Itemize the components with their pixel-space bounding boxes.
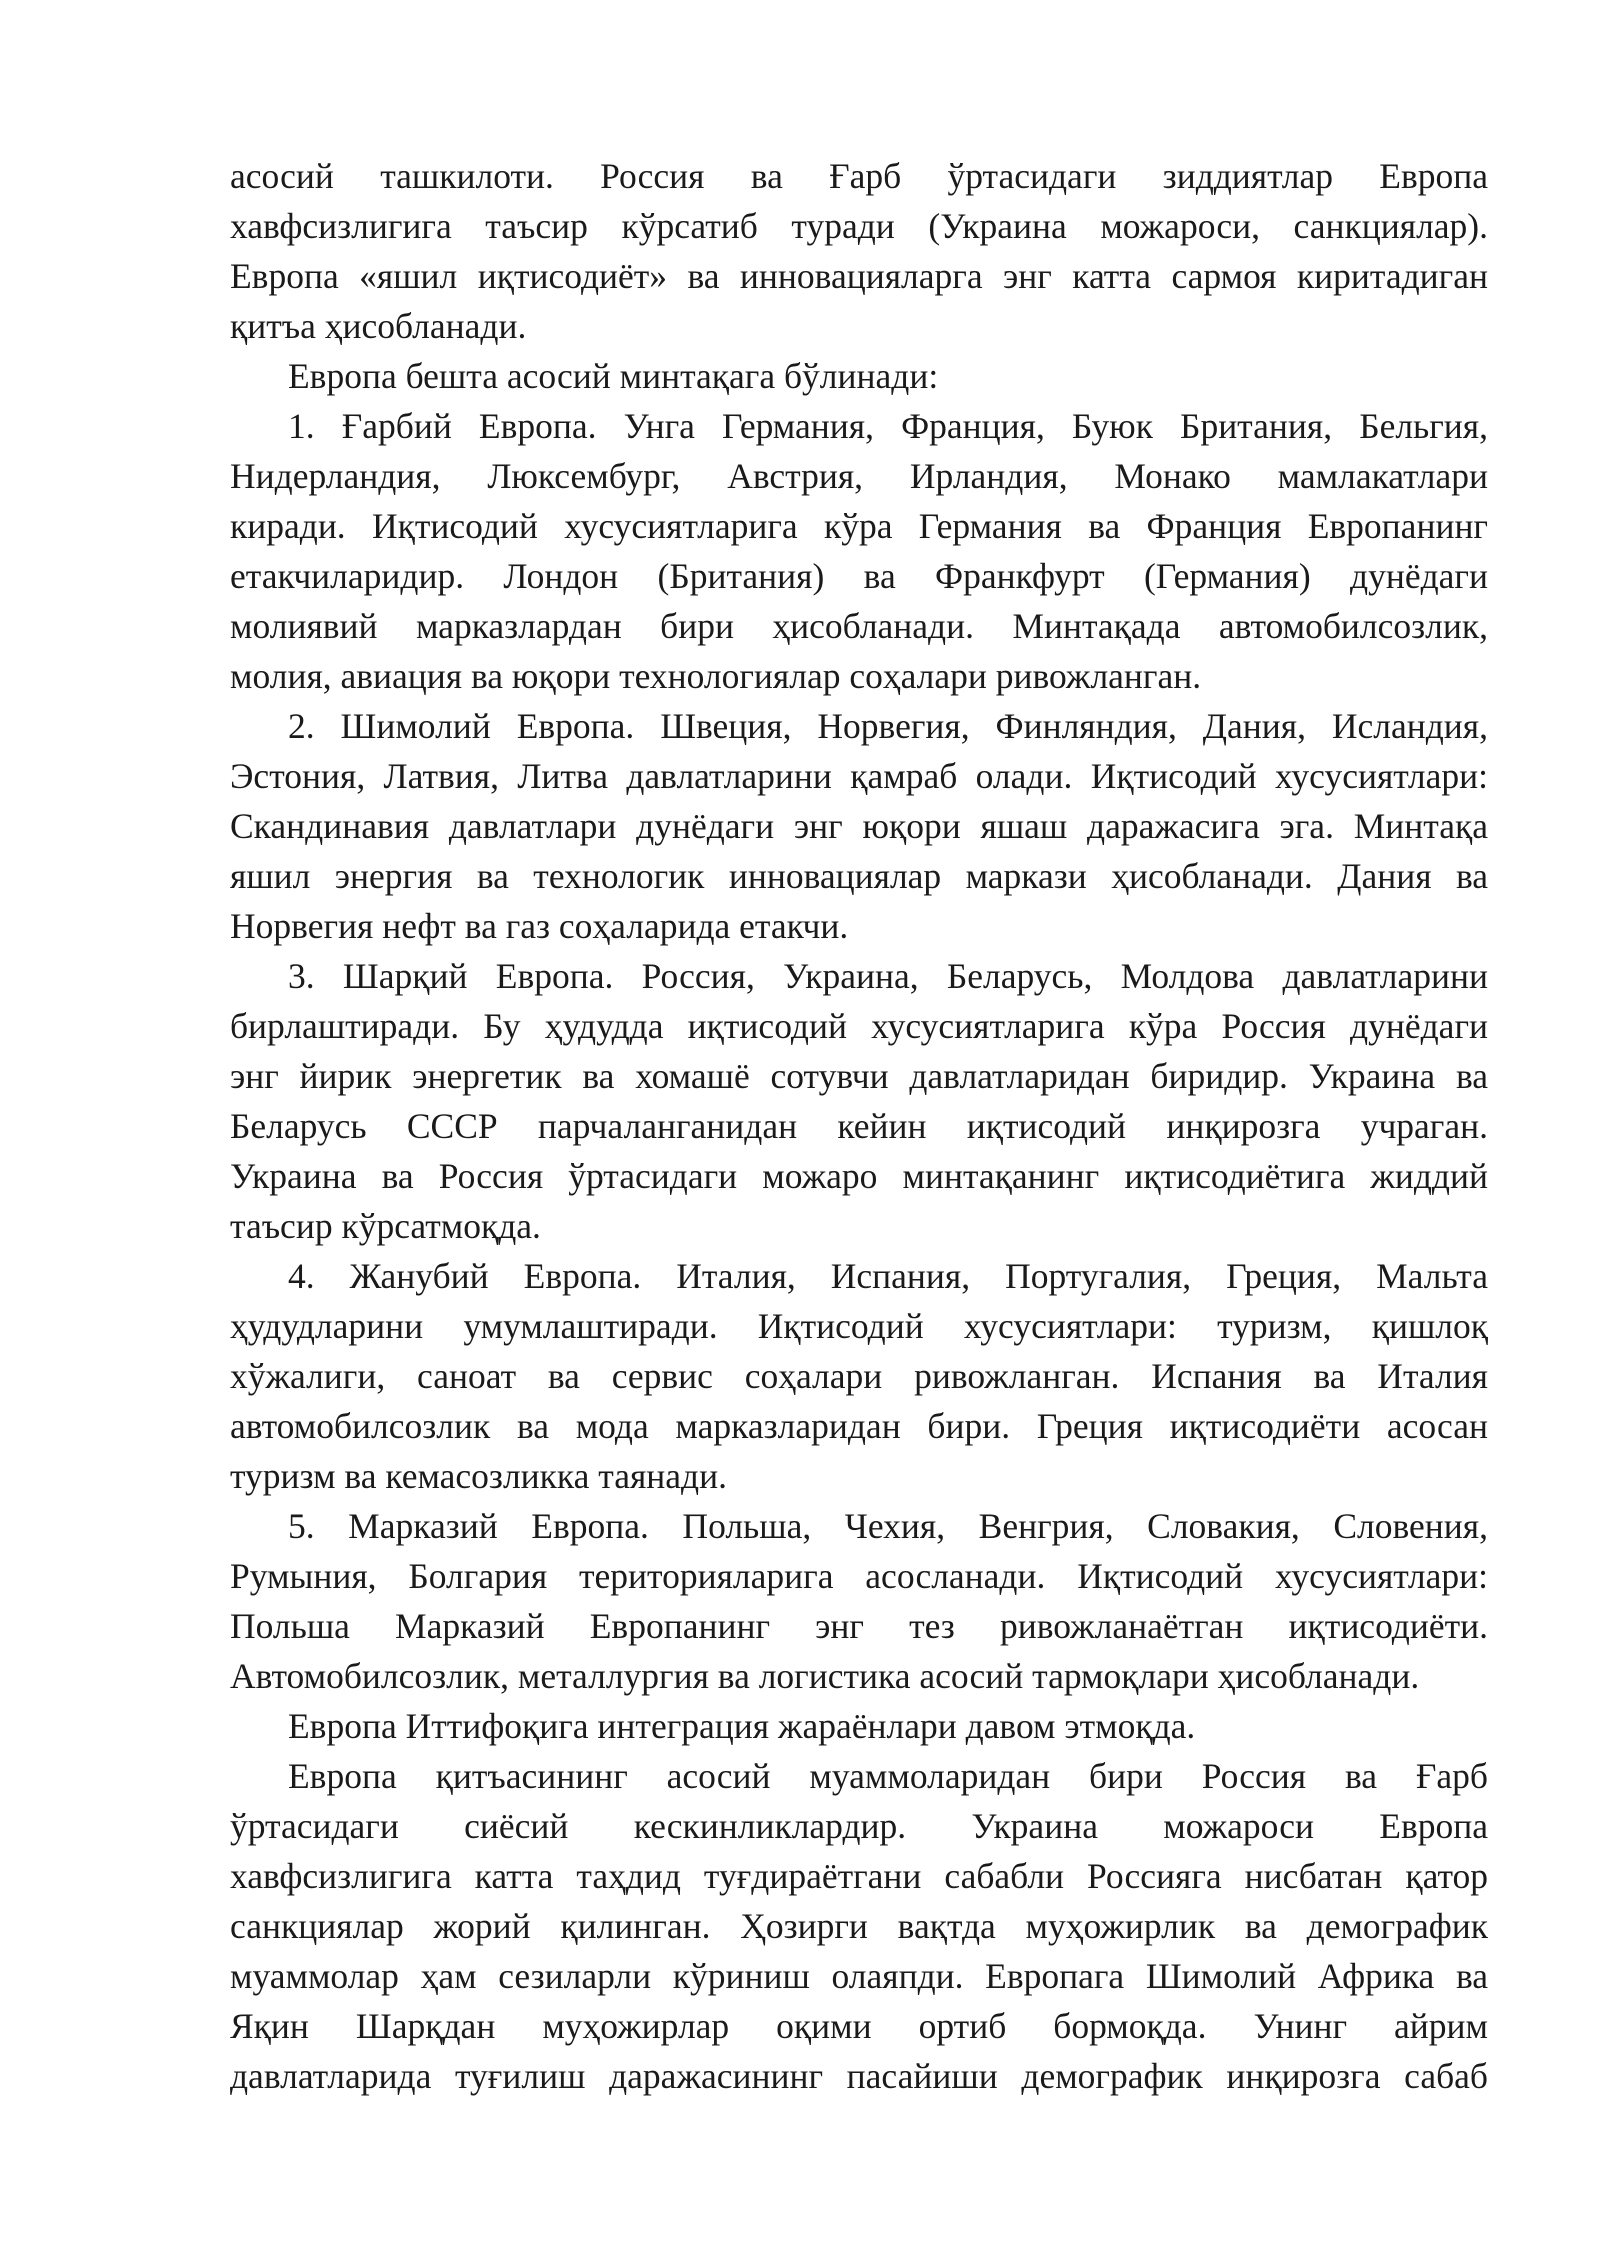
text-line: бирлаштиради. Бу ҳудудда иқтисодий хусусиятларига кўра Россия дунёдаги: [230, 1006, 1488, 1046]
text-line: Скандинавия давлатлари дунёдаги энг юқори яшаш даражасига эга. Минтақа: [230, 806, 1488, 846]
text-line: Норвегия нефт ва газ соҳаларида етакчи.: [230, 906, 849, 946]
paragraph-p8: [230, 1701, 1488, 1751]
text-line: 5. Марказий Европа. Польша, Чехия, Венгрия, Словакия, Словения,: [288, 1506, 1488, 1546]
text-line: молиявий марказлардан бири ҳисобланади. Минтақада автомобилсозлик,: [230, 606, 1488, 646]
paragraph-p3: [230, 401, 1488, 701]
text-line: Яқин Шарқдан муҳожирлар оқими ортиб бормоқда. Унинг айрим: [230, 2006, 1488, 2046]
paragraph-p2: [230, 351, 1488, 401]
text-line: санкциялар жорий қилинган. Ҳозирги вақтда муҳожирлик ва демографик: [230, 1906, 1488, 1946]
document-body: [230, 151, 1488, 2101]
text-line: Нидерландия, Люксембург, Австрия, Ирландия, Монако мамлакатлари: [230, 456, 1488, 496]
text-line: Автомобилсозлик, металлургия ва логистика асосий тармоқлари ҳисобланади.: [230, 1656, 1420, 1696]
text-line: Румыния, Болгария територияларига асосланади. Иқтисодий хусусиятлари:: [230, 1556, 1488, 1596]
text-line: етакчиларидир. Лондон (Британия) ва Франкфурт (Германия) дунёдаги: [230, 556, 1488, 596]
text-line: таъсир кўрсатмоқда.: [230, 1206, 541, 1246]
text-line: молия, авиация ва юқори технологиялар соҳалари ривожланган.: [230, 656, 1202, 696]
text-line: қитъа ҳисобланади.: [230, 306, 527, 346]
text-line: 1. Ғарбий Европа. Унга Германия, Франция, Буюк Британия, Бельгия,: [288, 406, 1488, 446]
text-line: Беларусь СССР парчаланганидан кейин иқтисодий инқирозга учраган.: [230, 1106, 1488, 1146]
text-line: 3. Шарқий Европа. Россия, Украина, Беларусь, Молдова давлатларини: [288, 956, 1488, 996]
text-line: асосий ташкилоти. Россия ва Ғарб ўртасидаги зиддиятлар Европа: [230, 156, 1488, 196]
text-line: 2. Шимолий Европа. Швеция, Норвегия, Финляндия, Дания, Исландия,: [288, 706, 1488, 746]
text-line: 4. Жанубий Европа. Италия, Испания, Португалия, Греция, Мальта: [288, 1256, 1488, 1296]
paragraph-p9: [230, 1751, 1488, 2101]
text-line: Европа қитъасининг асосий муаммоларидан бири Россия ва Ғарб: [288, 1756, 1488, 1796]
text-line: Европа бешта асосий минтақага бўлинади:: [288, 356, 939, 396]
text-line: хавфсизлигига таъсир кўрсатиб туради (Украина можароси, санкциялар).: [230, 206, 1488, 246]
text-line: киради. Иқтисодий хусусиятларига кўра Германия ва Франция Европанинг: [230, 506, 1488, 546]
text-line: энг йирик энергетик ва хомашё сотувчи давлатларидан биридир. Украина ва: [230, 1056, 1488, 1096]
text-line: туризм ва кемасозликка таянади.: [230, 1456, 727, 1496]
text-line: ҳудудларини умумлаштиради. Иқтисодий хусусиятлари: туризм, қишлоқ: [230, 1306, 1488, 1346]
text-line: ўртасидаги сиёсий кескинликлардир. Украина можароси Европа: [230, 1806, 1488, 1846]
paragraph-p6: [230, 1251, 1488, 1501]
text-line: хавфсизлигига катта таҳдид туғдираётгани сабабли Россияга нисбатан қатор: [230, 1856, 1488, 1896]
text-line: Европа «яшил иқтисодиёт» ва инновацияларга энг катта сармоя киритадиган: [230, 256, 1488, 296]
paragraph-p5: [230, 951, 1488, 1251]
text-line: муаммолар ҳам сезиларли кўриниш олаяпди. Европага Шимолий Африка ва: [230, 1956, 1488, 1996]
text-line: Европа Иттифоқига интеграция жараёнлари давом этмоқда.: [288, 1706, 1196, 1746]
text-line: Украина ва Россия ўртасидаги можаро минтақанинг иқтисодиётига жиддий: [230, 1156, 1488, 1196]
text-line: яшил энергия ва технологик инновациялар маркази ҳисобланади. Дания ва: [230, 856, 1488, 896]
paragraph-p4: [230, 701, 1488, 951]
text-line: давлатларида туғилиш даражасининг пасайиши демографик инқирозга сабаб: [230, 2056, 1488, 2096]
paragraph-p7: [230, 1501, 1488, 1701]
text-line: Польша Марказий Европанинг энг тез ривожланаётган иқтисодиёти.: [230, 1606, 1488, 1646]
text-line: автомобилсозлик ва мода марказларидан бири. Греция иқтисодиёти асосан: [230, 1406, 1488, 1446]
text-line: хўжалиги, саноат ва сервис соҳалари ривожланган. Испания ва Италия: [230, 1356, 1488, 1396]
text-line: Эстония, Латвия, Литва давлатларини қамраб олади. Иқтисодий хусусиятлари:: [230, 756, 1488, 796]
paragraph-p1: [230, 151, 1488, 351]
